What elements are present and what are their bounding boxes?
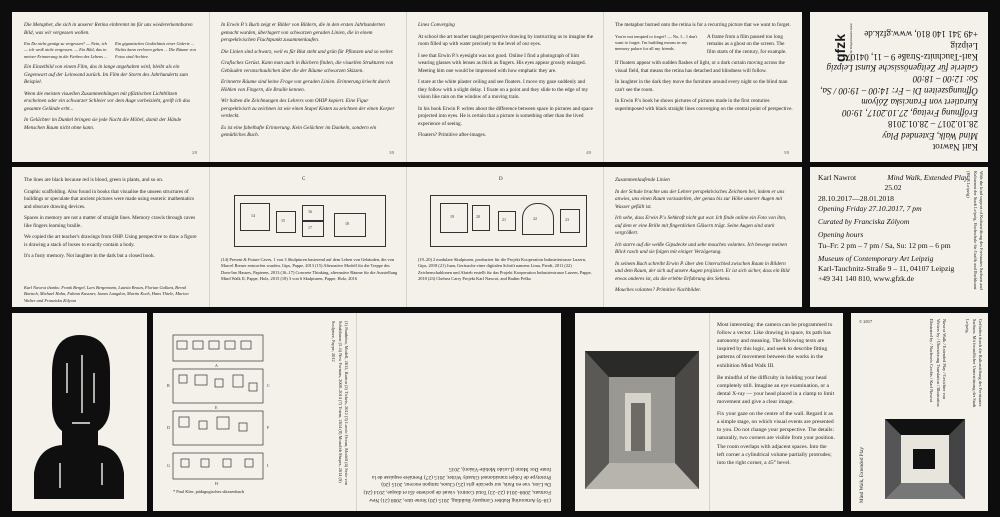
- diagram-d-box: [472, 205, 490, 231]
- p2-body-5: Wir haben die Zeichnungen des Lehrers vom OHIP kopiert. Eine Figur perspektivisch zu zeichnen ist wie einen Stapel Kisten zu zeichnen der einen Korper verdeckt.: [221, 98, 395, 120]
- plan-label-g: G: [167, 463, 170, 468]
- box-label: 16: [308, 209, 312, 214]
- fold-line: [709, 313, 710, 511]
- cover-artist: Karl Nawrot: [818, 173, 857, 182]
- p5-body-3: Spaces in memory are not a matter of straight lines. Memory crawls through caves like fingers learning braille.: [24, 215, 196, 229]
- cover-hours: Tu–Fr: 2 pm – 7 pm / Sa, Su: 12 pm – 6 pm: [818, 240, 951, 250]
- box-label: 23: [565, 217, 569, 222]
- diagram-c-box: [240, 203, 270, 231]
- panel-4-text: [615, 22, 793, 152]
- p4-note-2: A frame from a film paused too long remains as a ghost on the screen. The film starts of the century, for example.: [707, 33, 787, 55]
- p3-body-5: Floaters? Primitive after-images.: [418, 132, 487, 139]
- bottom-text-3: Fix your gaze on the centre of the wall. Regard it as a simple stage, on which visual events are presented to you. Do not change your perspective. The details: naturally, two corners are visible from your position. The room overlaps with adjacent spaces. Into the left corner a cylindrical volume partially protrudes; into the right corner, a 45° bevel.: [717, 411, 835, 466]
- cover-de-museum: Galerie für Zeitgenössische Kunst Leipzig: [826, 63, 978, 74]
- bottom-text-2: Be mindful of the difficulty in holding your head completely still. Imagine an eye examination, or a dental X-ray — your head placed in a clamp to limit movement and give a clear image.: [717, 374, 835, 405]
- p4-body-2: If floaters appear with sudden flashes of light, or a dark curtain moving across the visual field, that means the retina has detached and blindness will follow.: [615, 60, 785, 74]
- panel-3-text: [418, 22, 594, 152]
- fold-line: [406, 12, 407, 162]
- gfzk-logo-text: gfzk: [832, 34, 848, 62]
- leaflet-middle-strip: [12, 167, 802, 307]
- p8-body-5: Mouches volantes? Primitive Nachbilder.: [615, 287, 701, 294]
- p3-body-4: In his book Erwin P. writes about the difference between space in pictures and space projected into eyes. He is certain that a picture is something other than the lived experience of seeing.: [418, 105, 593, 127]
- p5-body-2: Graphic scaffolding. Also found in books that visualise the unseen structures of buildings or speculate that ancient pictures were made using esoteric mathematics and obscure drawing devices.: [24, 188, 194, 210]
- page-number: 5/8: [784, 150, 790, 155]
- head-silhouette-icon: [34, 335, 124, 499]
- p1-body-3: Wenn die meisten visuellen Zusammenhängen mit pfäztischen Lichtblitzen erscheinen oder ein schwarzer Schleier vor dem Auge vorbeizieht, greift ich das gesamte Gelände erbt...: [24, 90, 190, 112]
- panel-1-text: [24, 22, 200, 152]
- p5-body-1: The lines are black because red is blood, green is plants, and so on.: [24, 177, 164, 183]
- plan-label-h: H: [215, 481, 218, 486]
- p8-body-1: In der Schule brachte uns der Lehrer perspektivisches Zeichnen bei, indem er uns anwies, uns einen Raum vorzustellen, der genau bis zur Höhe unserer Augen mit Wasser gefüllt ist.: [615, 188, 785, 210]
- p3-title: Lines Converging: [418, 22, 455, 28]
- cover-de-address: Karl-Tauchnitz-Straße 9 – 11, 04107 Leipzig: [846, 40, 978, 62]
- leaflet-top-strip: [12, 12, 802, 162]
- diagram-d-box: [560, 209, 580, 233]
- plan-label-i: I: [267, 463, 269, 468]
- page-number: 3/8: [389, 150, 395, 155]
- cover-hours-title: Opening hours: [818, 230, 864, 240]
- box-label: 17: [308, 225, 312, 230]
- box-label: 15: [281, 218, 285, 223]
- plan-caption: * Paul Klee, pädagogisches skizzenbuch: [173, 489, 245, 494]
- room-spread: [575, 313, 843, 511]
- cover-contact: +49 341 140 810, www.gfzk.de: [818, 274, 914, 284]
- cover-curated: Curated by Franciska Zólyom: [818, 217, 910, 226]
- cover-english-text: [818, 173, 968, 303]
- p3-body-2: I see that Erwin P.'s eyesight was not good. Online I find a photograph of him wearing glasses with lenses as thick as fingers. His eyes appear grossly enlarged. Meeting him one would be impressed with how emphatic they are.: [418, 52, 586, 74]
- fold-line: [209, 12, 210, 162]
- plan-text-top: (1) Panthéon, Modell, 2012, Karton (2) Tickets, 2012 (3) Lavoir Ocean, Modell (4) Serie von Schablonen (5–6) New Formats, 2008–2014 (7) Totem, 2014 (8) Monolith Shapes, 2014 (9) Sculpture, Pappe, 2012: [331, 321, 349, 486]
- p7-caption: (19–20) 2 modulare Skulpturen, produziert für die Projekt Kooperation Industriestrasse Luzern, Gips, 2018 (21) Juan, Geräusche einer digitalen Schrift namens Lima, Pierdt, 2011 (22) Zeichenschablonen und Abrieb erstellt für das Projekt Kooperation Industriestrasse Luzern, Pappe, 2018 (23) Chelsea Carry Projekt Karl Nawrot, and Radim Peško: [418, 257, 592, 282]
- back-title: Mind Walk, Extended Play: [859, 447, 865, 503]
- fold-line: [356, 313, 357, 511]
- p5-body-4: We copied the art teacher's drawings from OHP. Using perspective to draw a figure is drawing a stack of boxes to exactly contain a body.: [24, 234, 197, 248]
- gfzk-logo-tag: Galerie für Zeitgenössische Kunst: [850, 23, 853, 62]
- cover-english-panel: [810, 167, 988, 307]
- cover-de-dates: 28.10.2017 – 28.01.2018: [888, 119, 978, 130]
- cover-de-contact: +49 341 140 810, www.gfzk.de: [864, 29, 978, 40]
- p4-body-1: The metaphor burned onto the retina is for a recurring picture that we want to forget.: [615, 22, 791, 28]
- fold-line: [603, 12, 604, 162]
- plan-label-e: E: [215, 405, 218, 410]
- cover-german-rotated: [810, 12, 988, 162]
- p5-credits: Karl Nawrot thanks: Frank Bergel, Lars Bergemann, Lutetia Braun, Florian Gallant, Bernd Bartsch, Michael Hahn, Fabian Kassner, James Langdon, Martin Koch, Hans Thiele, Marion Walter and Franziska Zölyom: [24, 285, 189, 303]
- plan-label-c: C: [267, 383, 270, 388]
- cover-de-opening: Eröffnung Freitag, 27.10.2017, 19:00: [842, 108, 978, 119]
- page-number: 4/8: [586, 150, 592, 155]
- box-label: 14: [251, 213, 255, 218]
- box-label: 18: [345, 221, 349, 226]
- p1-intro: Die Metapher, die sich in unserer Retina einbrennt im für uns wiedererkennbaren Bild, was wir vergessen wollen.: [24, 22, 193, 36]
- diagram-d-box: [498, 211, 516, 231]
- panel-5-text: [24, 177, 200, 297]
- gfzk-logo: [820, 18, 853, 62]
- plan-label-d: D: [167, 425, 170, 430]
- plan-label-f: F: [267, 425, 270, 430]
- cover-german-panel: [810, 12, 988, 162]
- p2-intro: In Erwin P.'s Buch zeigt er Bilder von Bildern, die in den ersten Jahrhunderten gemacht wurden, überlagert von schwarzen geraden Linien, die in einem perspektivischen Fluchtpunkt zusammenlaufen.: [221, 22, 385, 44]
- p8-title: Zusammenlaufende Linien: [615, 177, 670, 183]
- fold-line: [603, 167, 604, 307]
- diagram-d-arch: [522, 203, 554, 235]
- box-label: 19: [450, 214, 454, 219]
- doorway-icon: [913, 449, 935, 469]
- cover-de-title: Mind Walk, Extended Play: [882, 130, 978, 141]
- panel-2-text: [221, 22, 397, 152]
- p2-body-4: Erinnerte Räume sind keine Frage von geraden Linien. Erinnerung kriecht durch Höhlen von Fingern, die Bruille kennen.: [221, 79, 390, 93]
- p6-caption: (14) Present & Future Caves, 1 von 3 Skulpturen basierend auf dem Leben von Gebäuden, die von Marcel Breuer entworfen wurden, Gips, Pappe, 2013 (15) Alternative Modell für die Treppe des Dom-Ino Hauses, Papieren, 2013 (16–17) Concrete Thinking, alternative Räume für die Ausstellung Mind Walk II, Pappe, Holz, 2015 (18) 3 von 6 Skulpturen, Pappe, Holz, 2016: [221, 257, 398, 282]
- cover-de-curated: Kuratiert von Franciska Zólyom: [861, 97, 978, 107]
- p3-body-1: At school the art teacher taught perspective drawing by instructing us to imagine the room filled up with water precisely to the level of our eyes.: [418, 33, 594, 48]
- cover-de-artist: Karl Nawrot: [932, 142, 978, 152]
- floor-plan-sheet: [153, 313, 561, 511]
- p8-body-2: Ich sehe, dass Erwin P.'s Sehkraft nicht gut war. Ich finde online ein Foto von ihm, auf dem er eine Brille mit fingerdicken Gläsern trägt. Seine Augen sind stark vergrößert.: [615, 215, 787, 237]
- p2-body-2: Die Linien sind schwarz, weil es für Blut steht und grün für Pflanzen und so weiter.: [221, 48, 394, 55]
- plan-label-a: A: [215, 363, 218, 368]
- p1-body-4: In Gelächter im Dunkel bringen sie jede Nacht die Möbel, damit der Hände Menschen Raum nicht ohne kann.: [24, 117, 182, 131]
- diagram-c-box: [276, 211, 296, 233]
- p1-col-a: Ein Du nicht genügt zu vergessen? — Nein, ich — ich weiß nicht vergessen. — Ein Bild, das in meiner Erinnerung in die Farben des Lebens ...: [24, 41, 108, 59]
- cover-museum: Museum of Contemporary Art Leipzig: [818, 253, 934, 263]
- box-label: 20: [476, 214, 480, 219]
- diagram-c-box: [334, 213, 366, 237]
- p5-body-5: It's a fusty memory. Not laughter in the dark but a closed book.: [24, 253, 155, 260]
- p2-body-3: Grafisches Gerüst. Kann man auch in Büchern finden, die visuellen Strukturen von Gebäuden veranschaulichen über die der Räume schwarzen Skizzen.: [221, 60, 394, 74]
- plan-text-bottom: (18–9) Armouring Rubber Company Building, 2015 (20) Stone titre, 2008 (21) New Formats, 2008–2014 (22–23) Total Control, visuel de pochette 45t et disque, 2014 (24) Du Lion, vue en Paris, sur speciale gris (25) Chaos, tampon encreur, 2015 (26) Prototype de l'objet transitionnel Ghastly Writer, 2015 (27) Première esquisse de la fonte Doc Mono (Lucido Mobile-Vision), 2015: [363, 465, 551, 503]
- back-support: Gefördert durch die Kulturstiftung des Freistaates Sachsen. Mit freundlicher Unterstützung der Stadt Leipzig.: [965, 319, 983, 408]
- p4-note-1: You're not tempted to forget? — No, I... I don't want to forget. I'm building moons in my memory palace for all my friends.: [615, 33, 698, 52]
- panel-8-text: [615, 177, 793, 302]
- cover-title: Mind Walk, Extended Play: [887, 173, 968, 182]
- diagram-d-label: D: [499, 177, 503, 182]
- back-names: Nawrot Walk / Extended Play / Gesichter von Writers by / Übersetzung Translation / Illustration Illustrated by / Nachweis Credits / Karl Nawrot: [929, 319, 947, 407]
- p3-body-3: I stare at the white plaster ceiling and see floaters. I move my gaze suddenly and they follow with a slight delay. I fixate on a point and they slide to the edge of my vision like rain on the window of a moving train.: [418, 79, 589, 101]
- back-cover: [851, 313, 988, 511]
- fold-line: [406, 167, 407, 307]
- box-label: 21: [502, 217, 506, 222]
- back-footer: © 2017: [859, 319, 873, 324]
- room-text: [717, 321, 835, 507]
- figure-drawing: [12, 313, 147, 511]
- p4-body-4: In Erwin P.'s book he shows pictures of pictures made in the first centuries superimposed with black straight lines converging on the central point of perspective.: [615, 98, 793, 112]
- p1-col-b: Ein gigantisches Gedächtnis einer Galerie ... Nichts kann verloren gehen ... Die Räume von Fotos sind Archive.: [115, 41, 196, 59]
- fold-line: [209, 167, 210, 307]
- p4-body-3: In laughter in the dark they move the furniture around every night so the blind man can't see the room.: [615, 79, 788, 93]
- diagram-c-box: [302, 221, 324, 237]
- figure-card: [12, 313, 147, 511]
- diagram-d-box: [440, 203, 468, 233]
- page-number: 2/8: [192, 150, 198, 155]
- back-room-illustration: [885, 419, 965, 499]
- plan-label-b: B: [167, 383, 170, 388]
- box-label: 22: [533, 216, 537, 221]
- p1-body-2: Ein Einzelbild von einem Film, das in lange angehalten wird, bleibt als ein Gegenwart auf der Leinwand zurück. Im Film der Storm des Jahrhunderts zum Beispiel.: [24, 64, 188, 86]
- room-illustration: [575, 313, 709, 511]
- p8-body-4: In seinem Buch schreibt Erwin P. über den Unterschied zwischen Raum in Bildern und dem Raum, der sich auf unsere Augen projiziert. Er ist sich sicher, dass ein Bild etwas anderes ist, als die erlebte Erfahrung des Sehens.: [615, 260, 790, 282]
- bottom-text-1: Most interesting: the camera can be programmed to follow a vector. Like drawing in space, its path has autonomy and meaning. The following texts are inspired by this logic, and seek to describe fitting patterns of movement between the works in the exhibition Mind Walk III.: [717, 322, 833, 369]
- cover-dates: 25.02: [884, 183, 902, 193]
- cover-address: Karl-Tauchnitz-Straße 9 – 11, 04107 Leipzig: [818, 264, 955, 273]
- p2-body-6: Es ist eine fabelhafte Erinnerung. Kein Gelächter im Dunkeln, sondern ein gemütliches Buch.: [221, 124, 377, 139]
- cover-dates-full: 28.10.2017—28.01.2018: [818, 193, 894, 203]
- cover-de-hours: Öffnungszeiten Di – Fr: 14:00 – 19:00 / Sa, So: 12:00 – 18:00: [820, 74, 978, 96]
- diagram-c-box: [302, 205, 324, 221]
- diagram-c-label: C: [302, 177, 306, 182]
- cover-support: With the kind support of Kulturstiftung des Freistaates Sachsen and Kulturamt der Stadt Leipzig, Hochschule für Grafik und Buchkunst (HGB Leipzig): [966, 171, 984, 290]
- cover-opening: Opening Friday 27.10.2017, 7 pm: [818, 203, 922, 213]
- p8-body-3: Ich starre auf die weiße Gipsdecke und sehe mouches volantes. Ich bewege meinen Blick rasch und sie folgen mit einiger Verzögerung.: [615, 241, 787, 256]
